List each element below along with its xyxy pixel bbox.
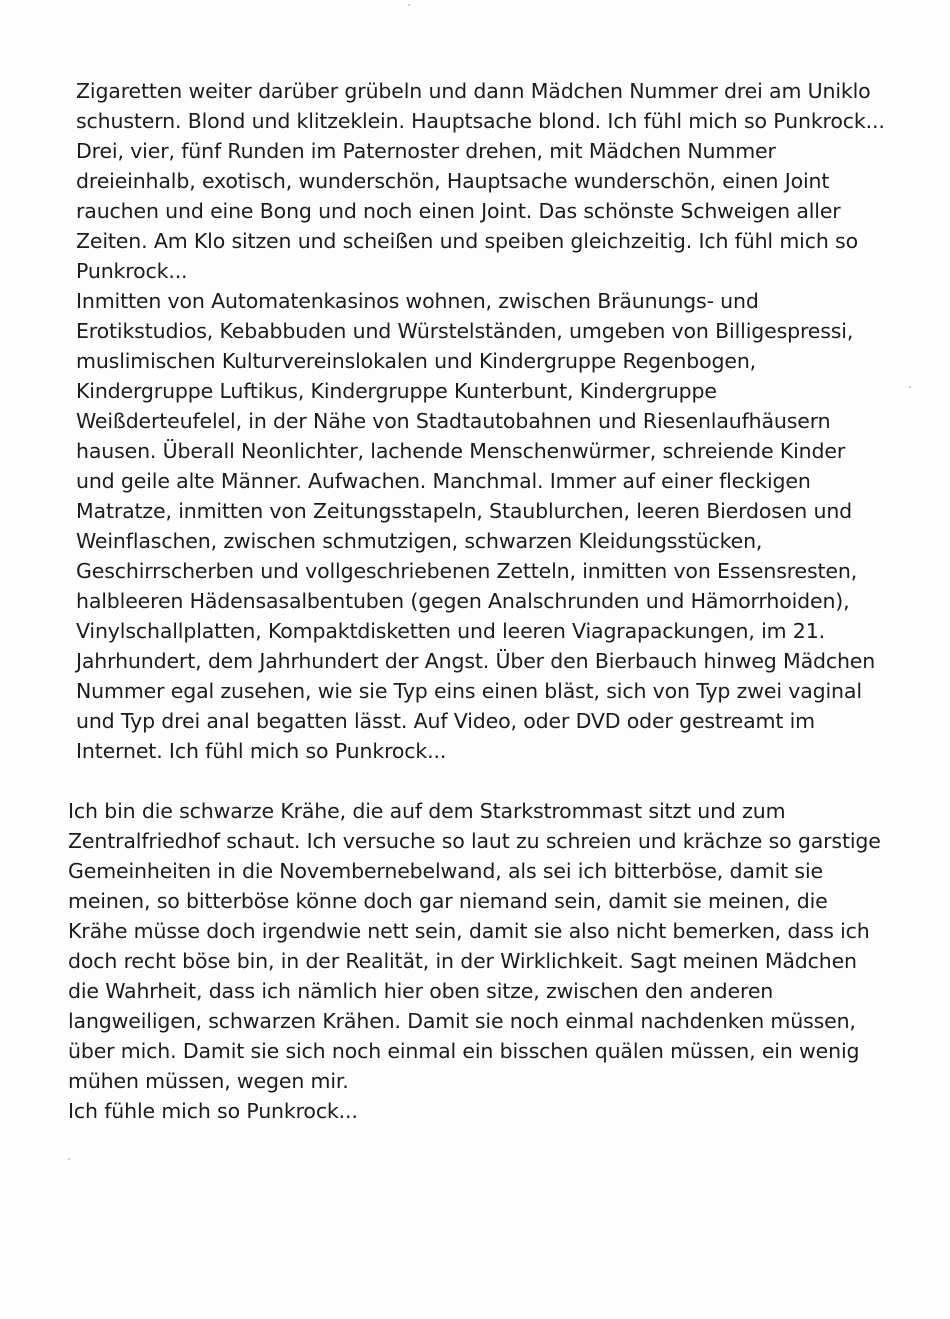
text-line: dreieinhalb, exotisch, wunderschön, Hauptsache wunderschön, einen Joint [76, 169, 830, 193]
text-line: Gemeinheiten in die Novembernebelwand, als sei ich bitterböse, damit sie [68, 859, 823, 883]
text-line: mühen müssen, wegen mir. [68, 1069, 349, 1093]
text-line: Drei, vier, fünf Runden im Paternoster drehen, mit Mädchen Nummer [76, 139, 776, 163]
scan-speck [408, 4, 410, 6]
text-line: schustern. Blond und klitzeklein. Hauptsache blond. Ich fühl mich so Punkrock... [76, 109, 885, 133]
scan-speck [68, 1158, 70, 1160]
text-line: Kindergruppe Luftikus, Kindergruppe Kunterbunt, Kindergruppe [76, 379, 717, 403]
text-line: langweiligen, schwarzen Krähen. Damit sie noch einmal nachdenken müssen, [68, 1009, 856, 1033]
text-line: Zeiten. Am Klo sitzen und scheißen und speiben gleichzeitig. Ich fühl mich so [76, 229, 858, 253]
text-line: Zigaretten weiter darüber grübeln und dann Mädchen Nummer drei am Uniklo [76, 79, 871, 103]
text-line: Geschirrscherben und vollgeschriebenen Zetteln, inmitten von Essensresten, [76, 559, 858, 583]
text-line: Nummer egal zusehen, wie sie Typ eins einen bläst, sich von Typ zwei vaginal [76, 679, 862, 703]
paragraph-2 [68, 796, 888, 1126]
text-line: die Wahrheit, dass ich nämlich hier oben sitze, zwischen den anderen [68, 979, 774, 1003]
text-line: Inmitten von Automatenkasinos wohnen, zwischen Bräunungs- und [76, 289, 759, 313]
text-line: doch recht böse bin, in der Realität, in der Wirklichkeit. Sagt meinen Mädchen [68, 949, 857, 973]
paragraph-1 [76, 76, 896, 766]
text-line: Matratze, inmitten von Zeitungsstapeln, Staublurchen, leeren Bierdosen und [76, 499, 853, 523]
text-line: halbleeren Hädensasalbentuben (gegen Analschrunden und Hämorrhoiden), [76, 589, 850, 613]
text-line: Weißderteufelel, in der Nähe von Stadtautobahnen und Riesenlaufhäusern [76, 409, 831, 433]
text-line: Punkrock... [76, 259, 188, 283]
text-line: Weinflaschen, zwischen schmutzigen, schwarzen Kleidungsstücken, [76, 529, 763, 553]
text-line: Ich fühle mich so Punkrock... [68, 1099, 358, 1123]
text-line: Internet. Ich fühl mich so Punkrock... [76, 739, 447, 763]
text-line: Jahrhundert, dem Jahrhundert der Angst. Über den Bierbauch hinweg Mädchen [76, 649, 876, 673]
text-line: Erotikstudios, Kebabbuden und Würstelständen, umgeben von Billigespressi, [76, 319, 854, 343]
text-line: und Typ drei anal begatten lässt. Auf Video, oder DVD oder gestreamt im [76, 709, 815, 733]
text-line: meinen, so bitterböse könne doch gar niemand sein, damit sie meinen, die [68, 889, 828, 913]
text-line: Zentralfriedhof schaut. Ich versuche so laut zu schreien und krächze so garstige [68, 829, 881, 853]
text-line: muslimischen Kulturvereinslokalen und Kindergruppe Regenbogen, [76, 349, 757, 373]
text-line: Vinylschallplatten, Kompaktdisketten und leeren Viagrapackungen, im 21. [76, 619, 825, 643]
text-line: hausen. Überall Neonlichter, lachende Menschenwürmer, schreiende Kinder [76, 439, 846, 463]
text-line: Krähe müsse doch irgendwie nett sein, damit sie also nicht bemerken, dass ich [68, 919, 870, 943]
scan-speck [909, 386, 911, 388]
text-line: rauchen und eine Bong und noch einen Joint. Das schönste Schweigen aller [76, 199, 841, 223]
text-line: Ich bin die schwarze Krähe, die auf dem Starkstrommast sitzt und zum [68, 799, 786, 823]
text-line: über mich. Damit sie sich noch einmal ein bisschen quälen müssen, ein wenig [68, 1039, 860, 1063]
text-line: und geile alte Männer. Aufwachen. Manchmal. Immer auf einer fleckigen [76, 469, 811, 493]
